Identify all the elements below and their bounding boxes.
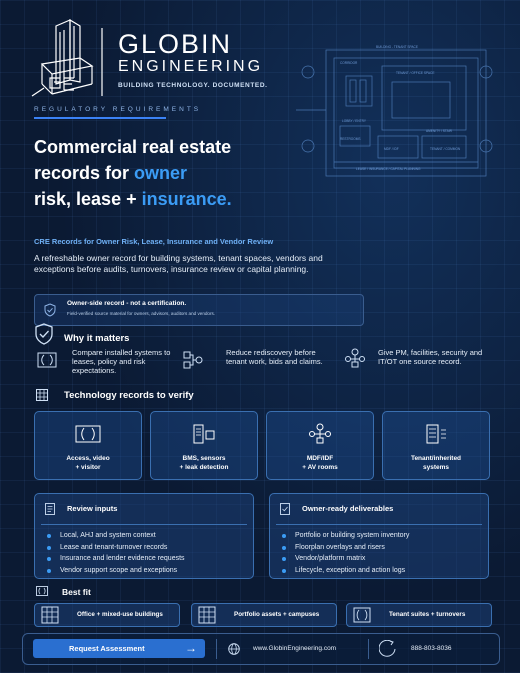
building-grid-icon: [41, 606, 59, 624]
document-icon: [45, 503, 55, 515]
arrow-right-icon: →: [185, 641, 197, 655]
title-highlight: insurance.: [141, 189, 232, 209]
tech-card-access: [34, 411, 142, 480]
bp-label: CORRIDOR: [340, 61, 358, 65]
card-line: + AV rooms: [302, 464, 338, 471]
bp-label: TENANT / OFFICE SPACE: [396, 71, 435, 75]
phone-icon: [379, 640, 397, 658]
panel-divider: [276, 524, 482, 525]
divider: [216, 639, 217, 659]
best-fit-label: Portfolio assets + campuses: [234, 611, 320, 618]
card-line: Tenant/inherited: [410, 455, 462, 462]
bp-label: MDF / IDF: [384, 147, 399, 151]
document-check-icon: [280, 503, 290, 515]
bp-label: RESTROOMS: [340, 137, 361, 141]
panel-title: Owner-ready deliverables: [302, 504, 394, 513]
title-text: records for: [34, 163, 135, 183]
list-item: Portfolio or building system inventory: [280, 530, 409, 542]
building-grid-icon: [198, 606, 216, 624]
bp-label: AMENITY / STAIR: [426, 129, 452, 133]
title-line-3: [34, 186, 304, 212]
list-item: Vendor/platform matrix: [280, 553, 409, 565]
globin-logo-icon: [30, 18, 122, 98]
intro-text: A refreshable owner record for building systems, tenant spaces, vendors and exceptions before audits, turnovers, insurance review or capital planning.: [34, 253, 323, 274]
tech-card-mdf: [266, 411, 374, 480]
card-line: systems: [422, 464, 450, 471]
phone-number[interactable]: 888-803-8036: [411, 645, 452, 652]
title-line-1: Commercial real estate: [34, 137, 232, 157]
request-assessment-button[interactable]: [33, 639, 205, 658]
eyebrow: REGULATORY REQUIREMENTS: [34, 106, 202, 113]
why-item: Reduce rediscovery before tenant work, bids and claims.: [226, 348, 323, 366]
grid-icon: [36, 389, 48, 401]
door-icon: [36, 585, 48, 597]
eyebrow-underline: [34, 117, 166, 119]
panel-divider: [41, 524, 247, 525]
disclaimer-box: [34, 294, 364, 326]
people-network-icon: [344, 347, 366, 369]
page-title: [34, 134, 304, 212]
card-line: + leak detection: [179, 464, 229, 471]
review-inputs-panel: [34, 493, 254, 579]
best-fit-office: [34, 603, 180, 627]
best-fit-title: Best fit: [62, 587, 91, 597]
brand-name: GLOBIN: [118, 29, 233, 59]
network-icon: [307, 423, 333, 445]
bp-label: TENANT / COMMON: [430, 147, 461, 151]
tech-card-label: [151, 454, 257, 472]
why-item: Compare installed systems to leases, policy and risk expectations.: [72, 348, 171, 375]
shield-check-icon: [43, 303, 57, 317]
door-icon: [75, 423, 101, 445]
tech-card-tenant: [382, 411, 490, 480]
list-item: Lease and tenant-turnover records: [45, 542, 185, 554]
card-line: BMS, sensors: [182, 455, 226, 462]
list-item: Insurance and lender evidence requests: [45, 553, 185, 565]
card-line: MDF/IDF: [306, 455, 334, 462]
subtitle: CRE Records for Owner Risk, Lease, Insurance and Vendor Review: [34, 237, 274, 246]
globe-icon: [228, 643, 240, 655]
card-line: Access, video: [66, 455, 110, 462]
why-item: Give PM, facilities, security and IT/OT one source record.: [378, 348, 483, 366]
list-item: Local, AHJ and system context: [45, 530, 185, 542]
brand-block: [118, 30, 268, 89]
disclaimer-title: Owner-side record - not a certification.: [67, 300, 187, 307]
cta-label: Request Assessment: [69, 644, 145, 653]
deliverables-list: [280, 530, 409, 577]
footer-bar: [22, 633, 500, 665]
brand-sub: ENGINEERING: [118, 58, 264, 75]
review-list: [45, 530, 185, 577]
list-item: Floorplan overlays and risers: [280, 542, 409, 554]
tech-card-label: [383, 454, 489, 472]
door-icon: [353, 606, 371, 624]
title-highlight: owner: [134, 163, 188, 183]
best-fit-portfolio: [191, 603, 337, 627]
deliverables-panel: [269, 493, 489, 579]
best-fit-tenant: [346, 603, 492, 627]
disclaimer-text: Field-verified source material for owners, advisors, auditors and vendors.: [67, 311, 216, 316]
floorplan-illustration: [296, 40, 496, 190]
list-item: Vendor support scope and exceptions: [45, 565, 185, 577]
bp-label: LOBBY / ENTRY: [342, 119, 366, 123]
brand-tagline: BUILDING TECHNOLOGY. DOCUMENTED.: [118, 82, 268, 89]
best-fit-label: Tenant suites + turnovers: [389, 611, 466, 618]
controller-icon: [191, 423, 217, 445]
why-title: Why it matters: [64, 333, 130, 344]
bp-label: LEASE / INSURANCE / CAPITAL PLANNING: [356, 167, 421, 171]
workflow-icon: [182, 349, 204, 371]
list-item: Lifecycle, exception and action logs: [280, 565, 409, 577]
tech-card-bms: [150, 411, 258, 480]
panel-title: Review inputs: [67, 504, 118, 513]
card-line: + visitor: [75, 464, 101, 471]
door-icon: [36, 349, 58, 371]
tech-card-label: [267, 454, 373, 472]
title-text: risk, lease +: [34, 189, 142, 209]
tech-card-label: [35, 454, 141, 472]
rack-icon: [423, 423, 449, 445]
bp-label: BUILDING - TENANT SPACE: [376, 45, 418, 49]
title-line-2: [34, 160, 304, 186]
shield-check-icon: [34, 323, 54, 345]
website-link[interactable]: www.GlobinEngineering.com: [253, 645, 337, 652]
divider: [368, 639, 369, 659]
tech-title: Technology records to verify: [64, 390, 194, 401]
best-fit-label: Office + mixed-use buildings: [77, 611, 163, 618]
